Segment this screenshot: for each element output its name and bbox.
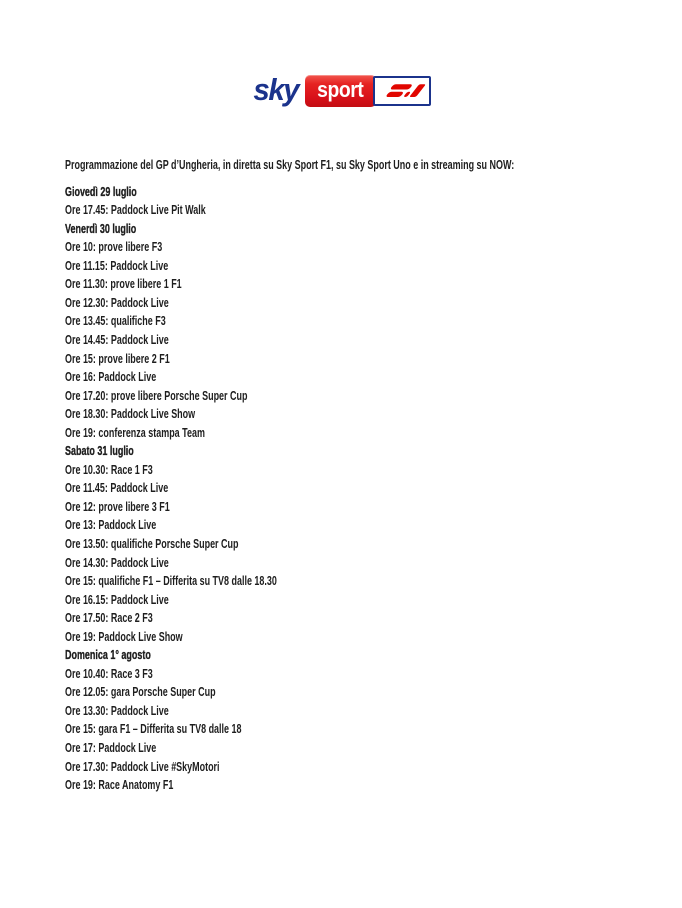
schedule-event-line (65, 461, 682, 480)
schedule-event-line (65, 739, 682, 758)
schedule-event-line (65, 665, 682, 684)
schedule-event-line (65, 720, 682, 739)
schedule-line-text: Ore 19: Paddock Live Show (65, 628, 183, 644)
article-page (0, 72, 682, 795)
schedule-line-text: Ore 17.20: prove libere Porsche Super Cup (65, 387, 248, 403)
schedule-line-text: Ore 17: Paddock Live (65, 740, 157, 755)
sport-logo-box (305, 75, 377, 107)
schedule-line-text: Ore 19: Race Anatomy F1 (65, 777, 174, 793)
schedule-line-text: Ore 10: prove libere F3 (65, 239, 163, 255)
schedule-line-text: Ore 11.30: prove libere 1 F1 (65, 276, 182, 292)
schedule-day-header (65, 220, 682, 239)
f1-logo-box (373, 76, 431, 106)
schedule-event-line (65, 702, 682, 721)
schedule-list (65, 183, 682, 795)
f1-logo-icon (378, 81, 426, 101)
schedule-event-line (65, 201, 682, 220)
schedule-line-text: Ore 13.50: qualifiche Porsche Super Cup (65, 535, 239, 551)
schedule-event-line (65, 275, 682, 294)
schedule-event-line (65, 238, 682, 257)
schedule-event-line (65, 479, 682, 498)
schedule-line-text: Giovedì 29 luglio (65, 183, 137, 199)
schedule-event-line (65, 350, 682, 369)
schedule-day-header (65, 646, 682, 665)
intro-paragraph (65, 156, 682, 175)
schedule-event-line (65, 498, 682, 517)
schedule-line-text: Ore 10.30: Race 1 F3 (65, 461, 153, 477)
schedule-event-line (65, 776, 682, 795)
schedule-line-text: Ore 12: prove libere 3 F1 (65, 498, 170, 514)
schedule-event-line (65, 591, 682, 610)
schedule-line-text: Ore 15: gara F1 – Differita su TV8 dalle 18 (65, 721, 242, 737)
schedule-line-text: Ore 12.05: gara Porsche Super Cup (65, 684, 216, 700)
schedule-event-line (65, 405, 682, 424)
schedule-event-line (65, 758, 682, 777)
schedule-line-text: Ore 17.30: Paddock Live #SkyMotori (65, 758, 220, 774)
schedule-line-text: Ore 14.30: Paddock Live (65, 554, 169, 570)
schedule-event-line (65, 312, 682, 331)
schedule-line-text: Ore 13: Paddock Live (65, 517, 157, 533)
schedule-event-line (65, 683, 682, 702)
schedule-line-text: Ore 13.45: qualifiche F3 (65, 313, 166, 329)
schedule-line-text: Sabato 31 luglio (65, 443, 134, 459)
sky-sport-f1-logo (0, 72, 682, 107)
schedule-line-text: Venerdì 30 luglio (65, 220, 137, 236)
schedule-event-line (65, 424, 682, 443)
schedule-day-header (65, 183, 682, 202)
schedule-event-line (65, 609, 682, 628)
sky-logo-text: sky (252, 72, 298, 107)
schedule-line-text: Ore 13.30: Paddock Live (65, 702, 169, 718)
schedule-event-line (65, 294, 682, 313)
schedule-line-text: Ore 11.15: Paddock Live (65, 257, 169, 273)
schedule-event-line (65, 628, 682, 647)
intro-text: Programmazione del GP d’Ungheria, in diretta su Sky Sport F1, su Sky Sport Uno e in streaming su NOW: (65, 157, 515, 172)
schedule-line-text: Ore 17.50: Race 2 F3 (65, 610, 153, 626)
schedule-line-text: Ore 15: prove libere 2 F1 (65, 350, 170, 366)
schedule-line-text: Ore 17.45: Paddock Live Pit Walk (65, 202, 206, 218)
schedule-line-text: Ore 19: conferenza stampa Team (65, 424, 205, 440)
schedule-line-text: Ore 12.30: Paddock Live (65, 294, 169, 310)
schedule-line-text: Domenica 1° agosto (65, 647, 151, 663)
schedule-line-text: Ore 16.15: Paddock Live (65, 591, 169, 607)
schedule-line-text: Ore 16: Paddock Live (65, 369, 157, 385)
schedule-event-line (65, 331, 682, 350)
sport-logo-text: sport (317, 77, 364, 102)
schedule-event-line (65, 387, 682, 406)
schedule-event-line (65, 535, 682, 554)
schedule-event-line (65, 572, 682, 591)
schedule-event-line (65, 257, 682, 276)
schedule-day-header (65, 442, 682, 461)
schedule-line-text: Ore 15: qualifiche F1 – Differita su TV8 dalle 18.30 (65, 573, 277, 589)
schedule-line-text: Ore 11.45: Paddock Live (65, 480, 169, 496)
schedule-event-line (65, 516, 682, 535)
schedule-line-text: Ore 18.30: Paddock Live Show (65, 406, 196, 422)
schedule-line-text: Ore 10.40: Race 3 F3 (65, 665, 153, 681)
schedule-event-line (65, 368, 682, 387)
schedule-line-text: Ore 14.45: Paddock Live (65, 331, 169, 347)
schedule-event-line (65, 554, 682, 573)
